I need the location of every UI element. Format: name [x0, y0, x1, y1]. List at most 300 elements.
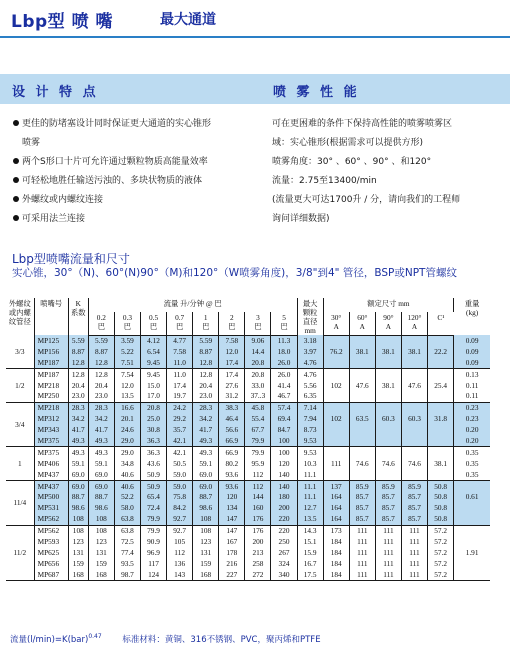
- coverage-cell: 111: [375, 537, 401, 548]
- flow-cell: 12.8: [88, 357, 114, 368]
- coverage-cell: [323, 402, 349, 413]
- flow-cell: 45.8: [245, 402, 271, 413]
- flow-cell: 112: [245, 469, 271, 480]
- coverage-cell: [323, 469, 349, 480]
- k-factor-cell: 20.4: [68, 380, 88, 391]
- flow-cell: 59.0: [167, 469, 193, 480]
- flow-cell: 26.0: [271, 369, 297, 380]
- pipe-size-cell: 11/4: [6, 481, 34, 526]
- coverage-cell: [375, 402, 401, 413]
- flow-cell: 5.22: [114, 346, 140, 357]
- header-pressure: 0.3 巴: [114, 312, 140, 335]
- flow-cell: 5.59: [88, 335, 114, 346]
- nozzle-cell: MP562: [34, 525, 68, 536]
- coverage-cell: 164: [323, 492, 349, 503]
- coverage-cell: 31.8: [428, 414, 454, 425]
- coverage-cell: 111: [401, 547, 427, 558]
- coverage-cell: [401, 357, 427, 368]
- flow-cell: 7.58: [219, 335, 245, 346]
- weight-cell: 0.35: [465, 458, 479, 468]
- flow-cell: 49.3: [88, 436, 114, 447]
- flow-cell: 17.0: [141, 391, 167, 402]
- flow-cell: 66.9: [219, 436, 245, 447]
- flow-cell: 27.6: [219, 380, 245, 391]
- table-row: [6, 492, 490, 503]
- particle-cell: 11.1: [297, 469, 323, 480]
- flow-cell: 41.4: [271, 380, 297, 391]
- coverage-cell: [401, 402, 427, 413]
- flow-cell: 17.4: [167, 380, 193, 391]
- coverage-cell: [428, 447, 454, 458]
- flow-cell: 69.0: [88, 481, 114, 492]
- flow-cell: 108: [88, 514, 114, 525]
- features-list: [13, 115, 263, 229]
- spray-line: 域：实心锥形(根据需求可以提供方形): [272, 138, 424, 148]
- flow-cell: 26.0: [271, 357, 297, 368]
- feature-text: 外螺纹或内螺纹连接: [22, 195, 104, 205]
- flow-cell: 50.9: [141, 469, 167, 480]
- flow-cell: 80.2: [219, 458, 245, 469]
- flow-cell: 200: [245, 537, 271, 548]
- coverage-cell: 25.4: [428, 380, 454, 391]
- page-title: Lbp型 喷 嘴: [11, 12, 114, 32]
- flow-cell: 20.8: [245, 369, 271, 380]
- flow-cell: 34.2: [193, 414, 219, 425]
- coverage-cell: [428, 436, 454, 447]
- flow-cell: 15.0: [141, 380, 167, 391]
- header-coverage-group: 额定尺寸 mm: [323, 298, 454, 312]
- coverage-cell: 60.3: [401, 414, 427, 425]
- particle-cell: 6.35: [297, 391, 323, 402]
- header-flow-group: 流量 升/分钟 @ 巴: [88, 298, 297, 312]
- flow-cell: 79.9: [141, 525, 167, 536]
- flow-cell: 49.3: [88, 447, 114, 458]
- coverage-cell: [349, 402, 375, 413]
- coverage-cell: 111: [375, 569, 401, 580]
- flow-cell: 29.0: [114, 436, 140, 447]
- flow-cell: 29.0: [114, 447, 140, 458]
- flow-cell: 42.1: [167, 447, 193, 458]
- flow-cell: 7.54: [114, 369, 140, 380]
- k-factor-cell: 69.0: [68, 481, 88, 492]
- flow-cell: 75.8: [167, 492, 193, 503]
- nozzle-cell: MP218: [34, 402, 68, 413]
- particle-cell: 3.18: [297, 335, 323, 346]
- coverage-cell: [349, 335, 375, 346]
- particle-cell: 7.94: [297, 414, 323, 425]
- feature-text: 可采用法兰连接: [22, 214, 86, 224]
- flow-cell: 20.4: [193, 380, 219, 391]
- flow-cell: 120: [219, 492, 245, 503]
- coverage-cell: 111: [401, 525, 427, 536]
- particle-cell: 15.1: [297, 537, 323, 548]
- flow-cell: 12.8: [88, 369, 114, 380]
- bullet-icon: [13, 215, 19, 221]
- coverage-cell: 76.2: [323, 346, 349, 357]
- nozzle-cell: MP187: [34, 369, 68, 380]
- feature-item: [13, 191, 263, 210]
- flow-cell: 40.6: [114, 469, 140, 480]
- table-row: [6, 547, 490, 558]
- flow-cell: 55.4: [245, 414, 271, 425]
- table-row: [6, 436, 490, 447]
- coverage-cell: 173: [323, 525, 349, 536]
- coverage-cell: [375, 357, 401, 368]
- flow-cell: 11.0: [167, 357, 193, 368]
- coverage-cell: [323, 436, 349, 447]
- material-note: 标准材料：黄铜、316不锈钢、PVC，聚丙烯和PTFE: [122, 635, 321, 645]
- coverage-cell: 85.7: [401, 492, 427, 503]
- pipe-size-cell: 1/2: [6, 369, 34, 403]
- k-factor-cell: 34.2: [68, 414, 88, 425]
- coverage-cell: 111: [375, 525, 401, 536]
- flow-cell: 40.6: [114, 481, 140, 492]
- flow-cell: 29.2: [167, 414, 193, 425]
- flow-cell: 200: [271, 503, 297, 514]
- table-row: [6, 414, 490, 425]
- flow-cell: 88.7: [88, 492, 114, 503]
- flow-cell: 77.4: [114, 547, 140, 558]
- flow-cell: 37..3: [245, 391, 271, 402]
- flow-cell: 31.2: [219, 391, 245, 402]
- header-coverage: 60° A: [349, 312, 375, 335]
- flow-cell: 96.9: [141, 547, 167, 558]
- feature-item: [13, 172, 263, 191]
- k-factor-cell: 69.0: [68, 469, 88, 480]
- coverage-cell: 74.6: [349, 458, 375, 469]
- flow-cell: 131: [88, 547, 114, 558]
- flow-cell: 20.8: [141, 402, 167, 413]
- particle-cell: 9.53: [297, 447, 323, 458]
- flow-cell: 41.7: [88, 425, 114, 436]
- header-pressure: 3 巴: [245, 312, 271, 335]
- coverage-cell: 184: [323, 569, 349, 580]
- flow-cell: 59.0: [167, 481, 193, 492]
- flow-table-subtitle: 实心锥，30°（N)、60°(N)90°（M)和120°（W喷雾角度)，3/8"到4" 管径，BSP或NPT管螺纹: [12, 267, 457, 279]
- flow-cell: 159: [88, 558, 114, 569]
- flow-cell: 35.7: [167, 425, 193, 436]
- flow-cell: 8.87: [193, 346, 219, 357]
- pipe-size-cell: 1: [6, 447, 34, 481]
- flow-cell: 43.6: [141, 458, 167, 469]
- coverage-cell: [401, 425, 427, 436]
- spray-list: [272, 115, 502, 229]
- table-row: [6, 481, 490, 492]
- flow-cell: 178: [219, 547, 245, 558]
- feature-text: 更佳的防堵塞设计同时保证更大通道的实心锥形: [22, 119, 212, 129]
- coverage-cell: 85.7: [375, 492, 401, 503]
- coverage-cell: 60.3: [375, 414, 401, 425]
- flow-cell: 160: [245, 503, 271, 514]
- coverage-cell: [375, 335, 401, 346]
- flow-cell: 56.6: [219, 425, 245, 436]
- coverage-cell: [401, 335, 427, 346]
- flow-cell: 46.7: [271, 391, 297, 402]
- flow-cell: 98.7: [114, 569, 140, 580]
- weight-cell: 0.11: [454, 391, 490, 402]
- flow-cell: 167: [219, 537, 245, 548]
- flow-cell: 12.8: [193, 369, 219, 380]
- feature-text: 可轻松地胜任输送污浊的、多块状物质的液体: [22, 176, 203, 186]
- coverage-cell: [323, 425, 349, 436]
- page-subtitle: 最大通道: [160, 12, 216, 28]
- coverage-cell: 57.2: [428, 525, 454, 536]
- k-factor-cell: 41.7: [68, 425, 88, 436]
- coverage-cell: 184: [323, 558, 349, 569]
- flow-cell: 98.6: [193, 503, 219, 514]
- coverage-cell: [375, 425, 401, 436]
- weight-cell: 0.35: [465, 447, 479, 457]
- flow-cell: 30.8: [141, 425, 167, 436]
- coverage-cell: 57.2: [428, 537, 454, 548]
- coverage-cell: [349, 391, 375, 402]
- coverage-cell: 85.9: [401, 481, 427, 492]
- weight-cell: 0.09: [454, 335, 490, 346]
- particle-cell: 10.3: [297, 458, 323, 469]
- flow-cell: 140: [271, 481, 297, 492]
- flow-cell: 46.4: [219, 414, 245, 425]
- coverage-cell: [349, 425, 375, 436]
- flow-cell: 11.3: [271, 335, 297, 346]
- flow-cell: 168: [88, 569, 114, 580]
- coverage-cell: 85.7: [401, 514, 427, 525]
- flow-cell: 66.9: [219, 447, 245, 458]
- flow-cell: 93.6: [219, 469, 245, 480]
- nozzle-cell: MP156: [34, 346, 68, 357]
- k-factor-cell: 12.8: [68, 357, 88, 368]
- flow-cell: 52.2: [114, 492, 140, 503]
- flow-cell: 13.5: [114, 391, 140, 402]
- flow-cell: 20.8: [245, 357, 271, 368]
- flow-cell: 6.54: [141, 346, 167, 357]
- flow-cell: 23.0: [193, 391, 219, 402]
- flow-cell: 100: [271, 436, 297, 447]
- k-factor-cell: 159: [68, 558, 88, 569]
- coverage-cell: 85.7: [401, 503, 427, 514]
- flow-cell: 108: [193, 514, 219, 525]
- flow-cell: 98.6: [88, 503, 114, 514]
- flow-cell: 18.0: [271, 346, 297, 357]
- nozzle-cell: MP187: [34, 357, 68, 368]
- table-row: [6, 380, 490, 391]
- nozzle-cell: MP437: [34, 481, 68, 492]
- coverage-cell: 57.2: [428, 547, 454, 558]
- header-coverage: 90° A: [375, 312, 401, 335]
- flow-cell: 176: [245, 514, 271, 525]
- table-row: [6, 425, 490, 436]
- flow-cell: 69.0: [88, 469, 114, 480]
- k-factor-cell: 49.3: [68, 436, 88, 447]
- coverage-cell: 38.1: [349, 346, 375, 357]
- weight-cell: [454, 558, 490, 569]
- coverage-cell: [401, 447, 427, 458]
- nozzle-cell: MP687: [34, 569, 68, 580]
- flow-cell: 216: [219, 558, 245, 569]
- coverage-cell: 111: [349, 537, 375, 548]
- flow-cell: 49.3: [193, 436, 219, 447]
- weight-cell: 0.09: [454, 346, 490, 357]
- flow-cell: 36.3: [141, 436, 167, 447]
- flow-cell: 50.9: [141, 481, 167, 492]
- coverage-cell: [428, 469, 454, 480]
- nozzle-cell: MP531: [34, 503, 68, 514]
- flow-cell: 213: [245, 547, 271, 558]
- flow-cell: 50.5: [167, 458, 193, 469]
- nozzle-cell: MP625: [34, 547, 68, 558]
- coverage-cell: 63.5: [349, 414, 375, 425]
- flow-cell: 69.0: [193, 469, 219, 480]
- flow-cell: 220: [271, 514, 297, 525]
- flow-cell: 24.6: [114, 425, 140, 436]
- flow-cell: 136: [167, 558, 193, 569]
- coverage-cell: 102: [323, 414, 349, 425]
- flow-cell: 324: [271, 558, 297, 569]
- header-pressure: 5 巴: [271, 312, 297, 335]
- header-rule: [0, 36, 510, 38]
- weight-cell: 1.91: [465, 547, 479, 557]
- table-row: [6, 558, 490, 569]
- nozzle-cell: MP656: [34, 558, 68, 569]
- nozzle-cell: MP312: [34, 414, 68, 425]
- k-factor-cell: 5.59: [68, 335, 88, 346]
- coverage-cell: 38.1: [375, 346, 401, 357]
- header-nozzle: 喷嘴号: [34, 298, 68, 335]
- coverage-cell: 111: [401, 558, 427, 569]
- particle-cell: 4.76: [297, 369, 323, 380]
- header-pressure: 0.2 巴: [88, 312, 114, 335]
- flow-cell: 58.0: [114, 503, 140, 514]
- coverage-cell: 164: [323, 503, 349, 514]
- coverage-cell: 38.1: [401, 346, 427, 357]
- nozzle-cell: MP375: [34, 436, 68, 447]
- flow-exponent: 0.47: [88, 633, 102, 641]
- flow-cell: 69.0: [193, 481, 219, 492]
- flow-cell: 108: [88, 525, 114, 536]
- coverage-cell: [401, 469, 427, 480]
- particle-cell: 5.56: [297, 380, 323, 391]
- coverage-cell: 111: [349, 525, 375, 536]
- weight-cell: [454, 503, 490, 514]
- nozzle-cell: MP437: [34, 469, 68, 480]
- flow-cell: 250: [271, 537, 297, 548]
- flow-table: [6, 298, 490, 581]
- flow-cell: 79.9: [141, 514, 167, 525]
- coverage-cell: 102: [323, 380, 349, 391]
- nozzle-cell: MP250: [34, 391, 68, 402]
- coverage-cell: 85.7: [349, 514, 375, 525]
- k-factor-cell: 108: [68, 525, 88, 536]
- k-factor-cell: 28.3: [68, 402, 88, 413]
- particle-cell: 9.53: [297, 436, 323, 447]
- particle-cell: 11.1: [297, 481, 323, 492]
- table-row: [6, 514, 490, 525]
- coverage-cell: [401, 369, 427, 380]
- flow-cell: 84.2: [167, 503, 193, 514]
- table-row: [6, 357, 490, 368]
- nozzle-cell: MP500: [34, 492, 68, 503]
- coverage-cell: [375, 436, 401, 447]
- flow-cell: 67.7: [245, 425, 271, 436]
- pipe-size-cell: 11/2: [6, 525, 34, 580]
- k-factor-cell: 108: [68, 514, 88, 525]
- flow-cell: 24.2: [167, 402, 193, 413]
- coverage-cell: [375, 369, 401, 380]
- flow-cell: 108: [193, 525, 219, 536]
- particle-cell: 12.7: [297, 503, 323, 514]
- coverage-cell: [428, 335, 454, 346]
- bullet-icon: [13, 120, 19, 126]
- particle-cell: 13.5: [297, 514, 323, 525]
- coverage-cell: 50.8: [428, 514, 454, 525]
- header-weight: 重量 (kg): [464, 299, 480, 317]
- coverage-cell: 74.6: [375, 458, 401, 469]
- weight-cell: 0.13: [465, 369, 479, 379]
- flow-cell: 59.1: [88, 458, 114, 469]
- coverage-cell: 38.1: [375, 380, 401, 391]
- coverage-cell: [428, 357, 454, 368]
- flow-cell: 5.59: [193, 335, 219, 346]
- flow-cell: 69.4: [271, 414, 297, 425]
- flow-cell: 63.8: [114, 525, 140, 536]
- flow-cell: 17.4: [219, 369, 245, 380]
- flow-cell: 12.0: [219, 346, 245, 357]
- flow-cell: 7.58: [167, 346, 193, 357]
- header-pressure: 2 巴: [219, 312, 245, 335]
- table-row: [6, 447, 490, 458]
- weight-cell: [454, 481, 490, 492]
- table-row: [6, 458, 490, 469]
- flow-cell: 93.6: [219, 481, 245, 492]
- particle-cell: 14.3: [297, 525, 323, 536]
- coverage-cell: 47.6: [349, 380, 375, 391]
- spray-line: 询问详细数据): [272, 214, 330, 224]
- flow-cell: 123: [88, 537, 114, 548]
- spray-line: (流量更大可达1700升 / 分，请向我们的工程师: [272, 195, 461, 205]
- coverage-cell: [349, 357, 375, 368]
- spray-line: 可在更困难的条件下保持高性能的喷雾喷雾区: [272, 119, 453, 129]
- feature-item: [13, 210, 263, 229]
- flow-cell: 12.8: [193, 357, 219, 368]
- flow-cell: 90.9: [141, 537, 167, 548]
- weight-cell: 0.09: [454, 357, 490, 368]
- flow-cell: 131: [193, 547, 219, 558]
- flow-table-title: Lbp型喷嘴流量和尺寸: [12, 252, 130, 266]
- weight-cell: 0.61: [454, 492, 490, 503]
- header-coverage: 120° A: [401, 312, 427, 335]
- flow-cell: 123: [193, 537, 219, 548]
- table-row: [6, 402, 490, 413]
- coverage-cell: [428, 402, 454, 413]
- flow-cell: 20.1: [114, 414, 140, 425]
- flow-cell: 9.06: [245, 335, 271, 346]
- features-heading: 设 计 特 点: [12, 85, 99, 100]
- flow-cell: 57.4: [271, 402, 297, 413]
- flow-cell: 49.3: [193, 447, 219, 458]
- flow-cell: 38.3: [219, 402, 245, 413]
- flow-cell: 92.7: [167, 514, 193, 525]
- bullet-icon: [13, 196, 19, 202]
- coverage-cell: 184: [323, 547, 349, 558]
- spray-heading: 喷 雾 性 能: [273, 85, 360, 100]
- flow-cell: 34.2: [88, 414, 114, 425]
- flow-cell: 3.59: [114, 335, 140, 346]
- flow-cell: 220: [271, 525, 297, 536]
- weight-cell: [454, 569, 490, 580]
- flow-cell: 72.4: [141, 503, 167, 514]
- coverage-cell: [349, 436, 375, 447]
- weight-cell: 0.23: [454, 414, 490, 425]
- flow-cell: 59.1: [193, 458, 219, 469]
